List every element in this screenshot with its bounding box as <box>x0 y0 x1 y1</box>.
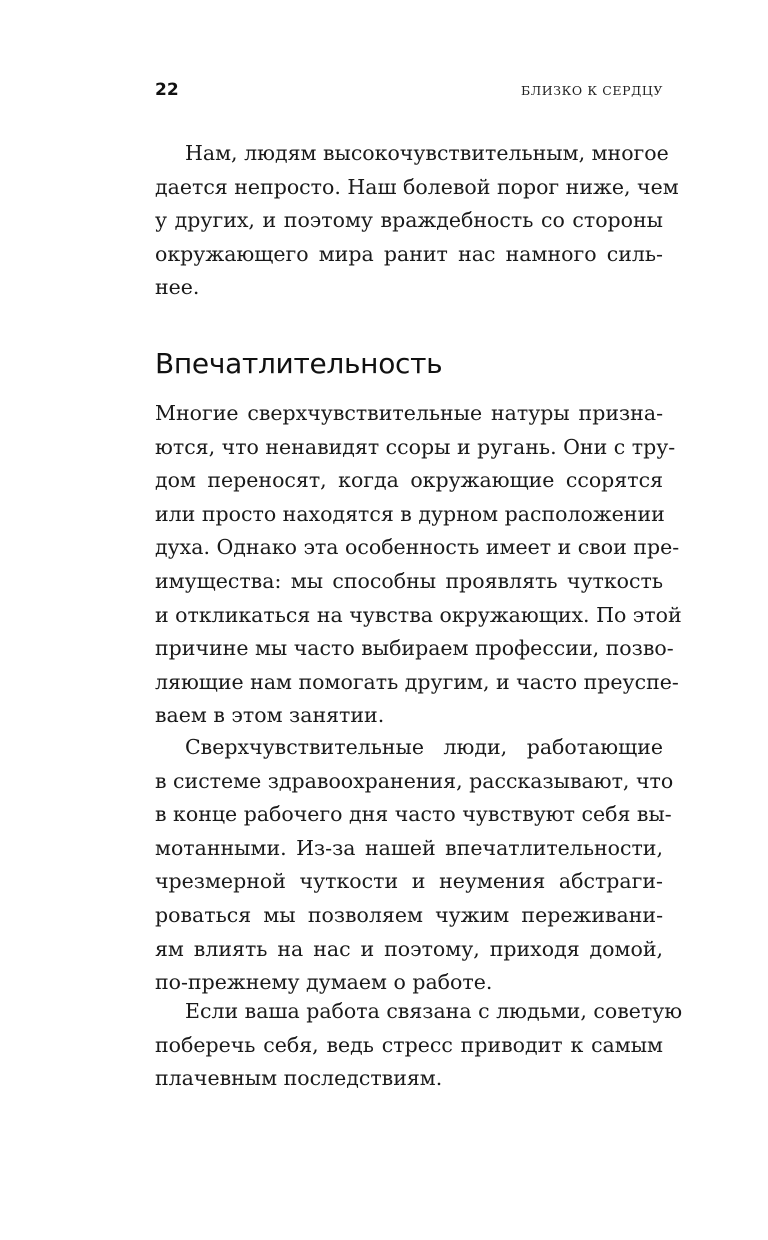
text-line: в конце рабочего дня часто чувствуют себя вы- <box>155 802 672 827</box>
text-line: Нам, людям высокочувствительным, многое <box>185 141 669 165</box>
text-line: дом переносят, когда окружающие ссорятся <box>155 468 663 493</box>
text-line: ваем в этом занятии. <box>155 703 385 728</box>
running-title: БЛИЗКО К СЕРДЦУ <box>520 83 663 98</box>
text-line: дается непросто. Наш болевой порог ниже, чем <box>155 174 679 199</box>
paragraph-intro <box>155 137 679 305</box>
page-number: 22 <box>155 80 179 100</box>
paragraph-advice <box>155 995 683 1096</box>
text-line: духа. Однако эта особенность имеет и свои пре- <box>155 535 680 560</box>
text-line: ются, что ненавидят ссоры и ругань. Они с тру- <box>155 434 676 459</box>
text-line: причине мы часто выбираем профессии, позво- <box>155 636 674 661</box>
text-line: поберечь себя, ведь стресс приводит к самым <box>155 1032 663 1057</box>
text-line: ям влиять на нас и поэтому, приходя домой, <box>155 936 663 961</box>
text-line: ляющие нам помогать другим, и часто преуспе- <box>155 669 679 694</box>
text-line: в системе здравоохранения, рассказывают, что <box>155 768 674 793</box>
text-line: Многие сверхчувствительные натуры призна- <box>155 401 663 425</box>
text-line: и откликаться на чувства окружающих. По этой <box>155 602 682 627</box>
text-line: окружающего мира ранит нас намного силь- <box>155 241 663 266</box>
text-line: имущества: мы способны проявлять чуткость <box>155 568 663 593</box>
text-line: нее. <box>155 275 200 300</box>
text-line: у других, и поэтому враждебность со стороны <box>155 208 663 233</box>
text-line: чрезмерной чуткости и неумения абстраги- <box>155 869 663 894</box>
text-line: роваться мы позволяем чужим переживани- <box>155 902 663 927</box>
paragraph-impressionability <box>155 397 682 733</box>
text-line: по-прежнему думаем о работе. <box>155 970 493 995</box>
text-line: плачевным последствиям. <box>155 1066 443 1091</box>
text-line: Если ваша работа связана с людьми, советую <box>185 999 683 1023</box>
text-line: мотанными. Из-за нашей впечатлительности, <box>155 835 663 860</box>
paragraph-healthcare <box>155 731 674 1000</box>
text-line: или просто находятся в дурном расположении <box>155 501 665 526</box>
section-heading: Впечатлительность <box>155 347 443 380</box>
running-header <box>155 80 663 104</box>
text-line: Сверхчувствительные люди, работающие <box>185 735 663 759</box>
